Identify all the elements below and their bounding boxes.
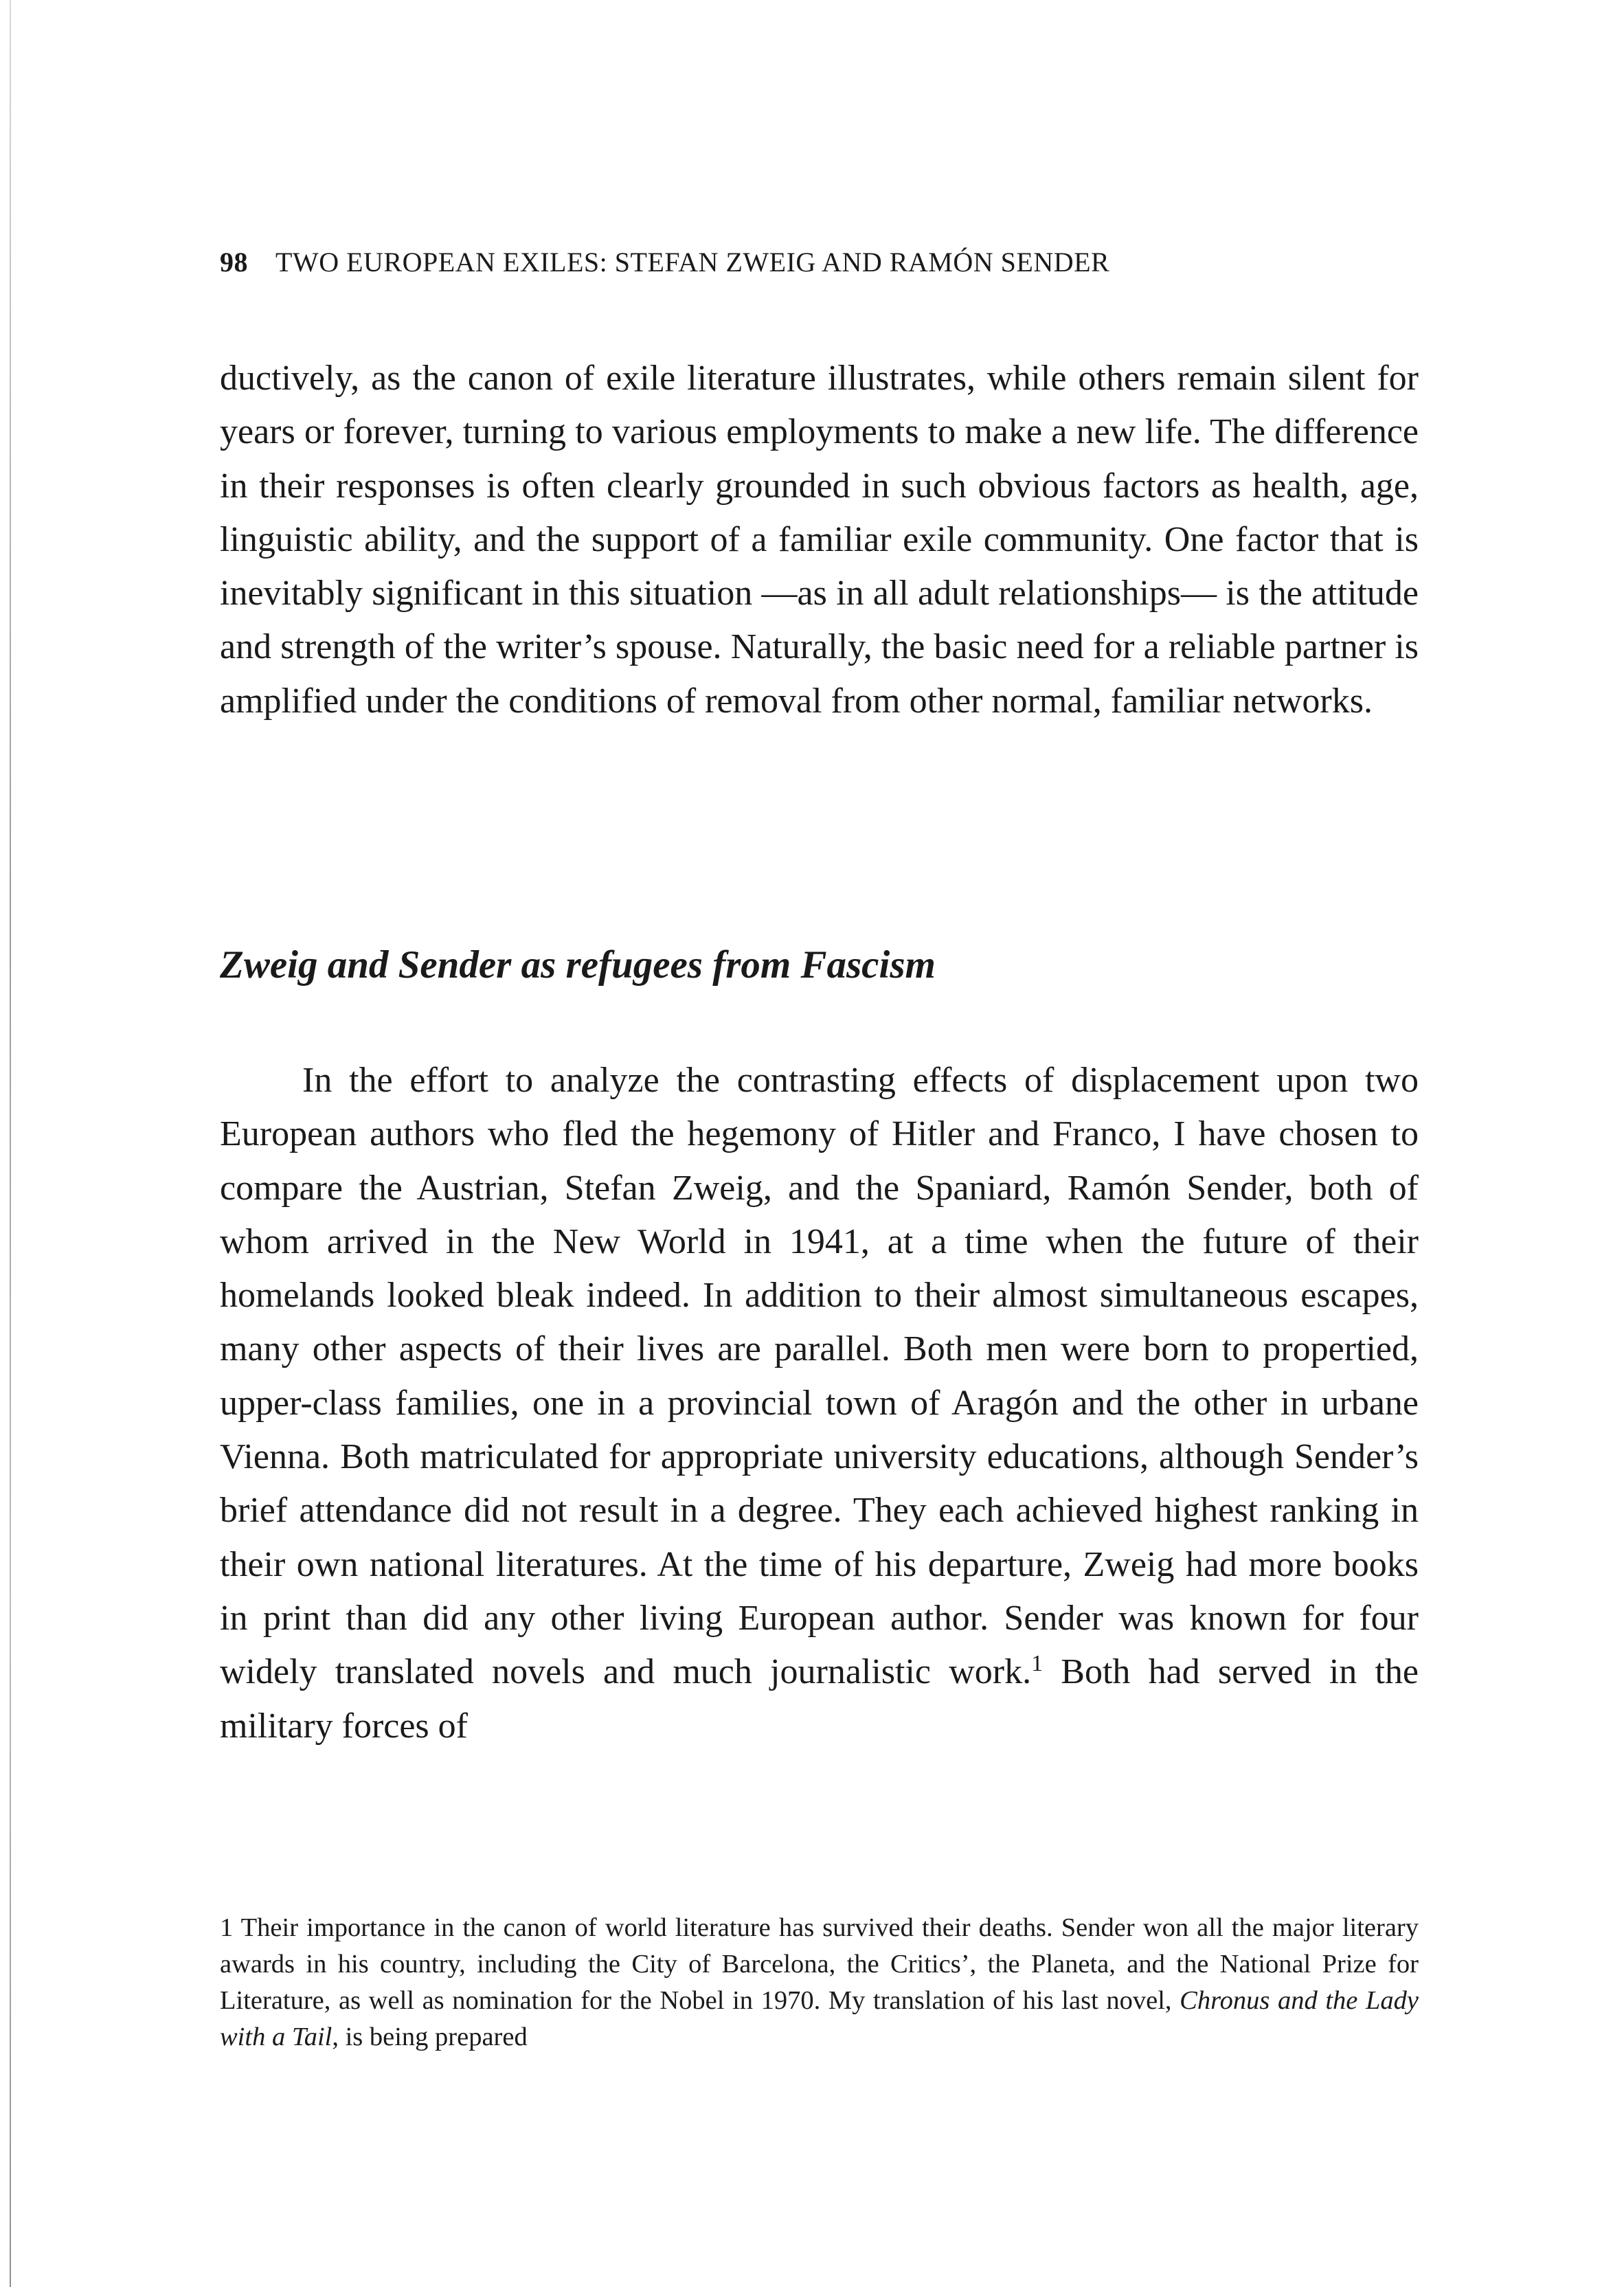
footnote-text-before: Their importance in the canon of world literature has survived their deaths. Sender won all the major literary awards in his country, including the City of Barcelona, the Critics’, the Planeta, and the National Prize for Literature, as well as nomination for the Nobel in 1970. My translation of his last novel, <box>220 1913 1419 2015</box>
running-head <box>220 246 1429 278</box>
page-number: 98 <box>220 247 248 278</box>
paragraph-2-text: In the effort to analyze the contrasting effects of displacement upon two European authors who fled the hegemony of Hitler and Franco, I have chosen to compare the Austrian, Stefan Zweig, and the Spaniard, Ramón Sender, both of whom arrived in the New World in 1941, at a time when the future of their homelands looked bleak indeed. In addition to their almost simultaneous escapes, many other aspects of their lives are parallel. Both men were born to propertied, upper-class families, one in a provincial town of Aragón and the other in urbane Vienna. Both matriculated for appropriate university educations, although Sender’s brief attendance did not result in a degree. They each achieved highest ranking in their own national literatures. At the time of his departure, Zweig had more books in print than did any other living European author. Sender was known for four widely translated novels and much journalistic work. <box>220 1061 1419 1692</box>
footnote-book-title: Chronus and the Lady with a Tail <box>220 1986 1419 2051</box>
scan-edge <box>10 0 11 2287</box>
footnote <box>220 1910 1419 2055</box>
body-paragraph-2 <box>220 1054 1419 1753</box>
footnote-number: 1 <box>220 1913 234 1942</box>
footnote-text-after: , is being prepared <box>332 2023 528 2051</box>
running-title: TWO EUROPEAN EXILES: STEFAN ZWEIG AND RAMÓN SENDER <box>275 247 1110 278</box>
body-paragraph-1: ductively, as the canon of exile literature illustrates, while others remain silent for years or forever, turning to various employments to make a new life. The difference in their responses is often clearly grounded in such obvious factors as health, age, linguistic ability, and the support of a familiar exile community. One factor that is inevitably significant in this situation —as in all adult relationships— is the attitude and strength of the writer’s spouse. Naturally, the basic need for a reliable partner is amplified under the conditions of removal from other normal, familiar networks. <box>220 359 1419 721</box>
section-heading: Zweig and Sender as refugees from Fascism <box>220 943 936 987</box>
paragraph-2-tail: Both had served in the military forces of <box>220 1652 1419 1746</box>
footnote-marker[interactable]: 1 <box>1031 1651 1044 1677</box>
